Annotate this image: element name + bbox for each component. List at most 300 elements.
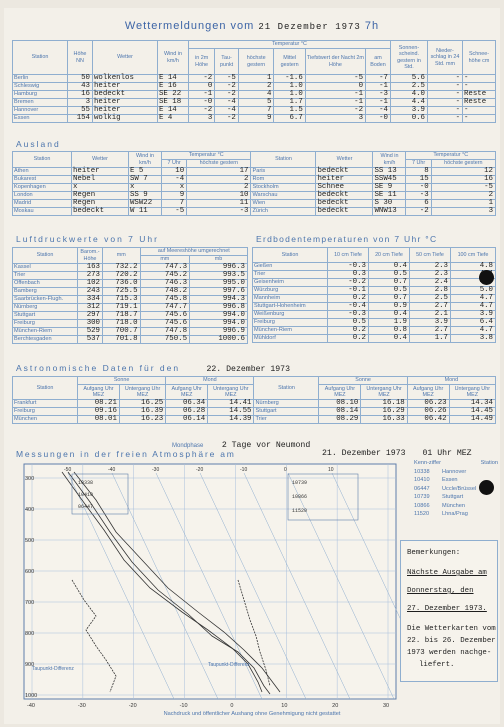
taupunkt: -4 xyxy=(215,99,239,107)
schnee: Reste xyxy=(463,91,496,99)
tiefst-2m: -1 xyxy=(305,91,365,99)
mond-unter: 14.55 xyxy=(208,408,254,416)
x-tick-label: -30 xyxy=(77,703,86,709)
tiefe-20: 0.4 xyxy=(369,335,410,343)
tiefst-boden: -7 xyxy=(366,75,391,83)
station-name: München-Riem xyxy=(253,327,328,335)
barom-hoehe: 273 xyxy=(78,272,103,280)
meeres-mb: 1000.6 xyxy=(190,336,248,344)
station-name: Saarbrücken-Flugh. xyxy=(13,296,78,304)
col-tiefst-2m: Tiefstwert der Nacht 2m Höhe xyxy=(305,49,365,75)
tiefe-50: 2.5 xyxy=(410,295,451,303)
ld-col-baro: Barom.-Höhe xyxy=(78,248,103,264)
luftdruck-row xyxy=(13,288,248,296)
ausland-col-7uhr-right: 7 Uhr xyxy=(406,160,431,168)
bo-col-100: 100 cm Tiefe xyxy=(451,248,496,263)
barom-hoehe: 102 xyxy=(78,280,103,288)
wind: E 16 xyxy=(158,83,189,91)
top-tick-label: 10 xyxy=(328,467,334,473)
temp-7uhr: -5 xyxy=(162,208,187,216)
tiefe-20: 0.9 xyxy=(369,303,410,311)
tiefst-boden: -4 xyxy=(366,107,391,115)
wetter: bedeckt xyxy=(316,208,373,216)
ausland-col-wind-right: Wind in km/h xyxy=(373,152,406,168)
meeres-mb: 994.0 xyxy=(190,320,248,328)
station-name: Bukarest xyxy=(13,176,72,184)
nn-mm: 725.5 xyxy=(103,288,141,296)
station-name: Moskau xyxy=(13,208,72,216)
kennziffer-nr: 10739 xyxy=(414,494,430,501)
domestic-weather-table xyxy=(12,40,496,123)
nieder: - xyxy=(428,75,463,83)
domestic-row xyxy=(13,107,496,115)
tiefe-10: -0.3 xyxy=(328,263,369,271)
as-col-sonne-right: Sonne xyxy=(319,377,407,385)
tiefe-50: 1.7 xyxy=(410,335,451,343)
bo-col-station: Station xyxy=(253,248,328,263)
tiefst-boden: -1 xyxy=(366,83,391,91)
as-col-station-right: Station xyxy=(254,377,319,400)
weather-report-sheet xyxy=(4,8,500,724)
tiefe-10: -0.4 xyxy=(328,303,369,311)
tiefe-50: 2.3 xyxy=(410,271,451,279)
meeres-mm: 746.3 xyxy=(140,280,190,288)
nn-mm: 718.7 xyxy=(103,312,141,320)
meeres-mb: 996.9 xyxy=(190,328,248,336)
col-wetter: Wetter xyxy=(93,41,158,75)
temp-7uhr: -2 xyxy=(406,208,431,216)
temp-7uhr: -3 xyxy=(406,192,431,200)
luftdruck-row xyxy=(13,312,248,320)
sonne-auf: 08.29 xyxy=(319,416,361,424)
kennziffer-nr: 10338 xyxy=(414,469,430,475)
nn-mm: 700.7 xyxy=(103,328,141,336)
station-name: Trier xyxy=(254,416,319,424)
x-tick-label: -20 xyxy=(128,703,137,709)
astro-row xyxy=(13,408,496,416)
tiefst-2m: -2 xyxy=(305,107,365,115)
domestic-row xyxy=(13,91,496,99)
col-temp-group: Temperatur °C xyxy=(189,41,391,49)
report-hour: 7h xyxy=(364,20,380,32)
station-name: Gießen xyxy=(253,263,328,271)
nieder: - xyxy=(428,115,463,123)
luftdruck-row xyxy=(13,336,248,344)
kennziffer-station: Hannover xyxy=(442,469,467,475)
messungen-date xyxy=(322,449,472,458)
station-name: Kopenhagen xyxy=(13,184,72,192)
bemerkungen-line5: 22. bis 26. Dezember xyxy=(407,637,496,645)
tiefe-100: 3.9 xyxy=(451,311,496,319)
schnee: Reste xyxy=(463,99,496,107)
tiefe-50: 2.4 xyxy=(410,279,451,287)
station-name: Freiburg xyxy=(13,320,78,328)
tiefe-10: 0.2 xyxy=(328,295,369,303)
station-name: München-Riem xyxy=(13,328,78,336)
tiefe-100: 5.0 xyxy=(451,287,496,295)
hoechste: 9 xyxy=(238,115,274,123)
kennziffer-nr: 10866 xyxy=(414,502,430,509)
as-col-unter4: Untergang Uhr MEZ xyxy=(449,385,495,400)
wind: SE 9 xyxy=(373,184,406,192)
astro-table xyxy=(12,376,496,424)
temp-2m: -0 xyxy=(189,99,215,107)
ausland-col-temp-right: Temperatur °C xyxy=(406,152,496,160)
barom-hoehe: 529 xyxy=(78,328,103,336)
nieder: - xyxy=(428,99,463,107)
wind: W 11 xyxy=(129,208,162,216)
temp-hoechste: -5 xyxy=(431,184,495,192)
y-tick-label: 1000 xyxy=(25,693,38,699)
luftdruck-row xyxy=(13,328,248,336)
mittel: 1.7 xyxy=(274,99,305,107)
wetter: x xyxy=(72,184,129,192)
taupunkt: -2 xyxy=(215,83,239,91)
wetter: wolkig xyxy=(93,115,158,123)
mond-auf: 06.28 xyxy=(166,408,208,416)
wetter: heiter xyxy=(93,83,158,91)
station-name: Hamburg xyxy=(13,91,68,99)
station-name: Stockholm xyxy=(251,184,316,192)
mittel: 6.7 xyxy=(274,115,305,123)
as-col-unter3: Untergang Uhr MEZ xyxy=(361,385,407,400)
wetter: Nebel xyxy=(72,176,129,184)
boden-row xyxy=(253,263,496,271)
mond-unter: 14.45 xyxy=(449,408,495,416)
bemerkungen-line3: 27. Dezember 1973. xyxy=(407,605,487,613)
ausland-col-hoech-right: höchste gestern xyxy=(431,160,495,168)
wetter: heiter xyxy=(316,176,373,184)
sonne: 2.5 xyxy=(391,83,428,91)
x-tick-label: 20 xyxy=(332,703,339,709)
luftdruck-row xyxy=(13,320,248,328)
y-tick-label: 700 xyxy=(25,600,35,606)
ausland-row xyxy=(13,168,496,176)
mittel: 1.0 xyxy=(274,91,305,99)
kennziffer-station: Lhna/Prag xyxy=(442,511,468,518)
station-name: Offenbach xyxy=(13,280,78,288)
luftdruck-heading: Luftdruckwerte von 7 Uhr xyxy=(16,234,159,244)
y-tick-label: 600 xyxy=(25,569,35,575)
wind: SE 11 xyxy=(373,192,406,200)
ausland-col-temp-left: Temperatur °C xyxy=(162,152,251,160)
tiefst-2m: 3 xyxy=(305,115,365,123)
inset-label-6: 11520 xyxy=(292,508,308,514)
sonne-auf: 09.16 xyxy=(78,408,120,416)
temp-hoechste: 12 xyxy=(431,168,495,176)
luftdruck-table xyxy=(12,247,248,344)
wind: E 14 xyxy=(158,107,189,115)
tiefst-2m: -5 xyxy=(305,75,365,83)
sonne-unter: 16.18 xyxy=(361,400,407,408)
as-col-mond-right: Mond xyxy=(407,377,495,385)
sonne-unter: 16.39 xyxy=(119,408,165,416)
ausland-row xyxy=(13,192,496,200)
ausland-col-wind-left: Wind in km/h xyxy=(129,152,162,168)
luftdruck-row xyxy=(13,296,248,304)
kennziffer-station: München xyxy=(442,502,466,509)
wetter: Regen xyxy=(72,200,129,208)
temp-7uhr: 15 xyxy=(406,176,431,184)
bo-col-10: 10 cm Tiefe xyxy=(328,248,369,263)
bo-col-50: 50 cm Tiefe xyxy=(410,248,451,263)
kennziffer-row xyxy=(414,502,498,510)
tiefe-20: 0.5 xyxy=(369,271,410,279)
ausland-row xyxy=(13,184,496,192)
ausland-col-hoech-left: höchste gestern xyxy=(187,160,251,168)
tiefe-50: 2.7 xyxy=(410,303,451,311)
col-hoechste: höchste gestern xyxy=(238,49,274,75)
tiefe-100: 4.7 xyxy=(451,303,496,311)
ausland-row xyxy=(13,200,496,208)
meeres-mm: 747.8 xyxy=(140,328,190,336)
station-name: Stuttgart xyxy=(13,312,78,320)
sonne: 0.6 xyxy=(391,115,428,123)
kennziffer-station: Essen xyxy=(442,477,458,484)
y-tick-label: 500 xyxy=(25,538,35,544)
meeres-mb: 996.3 xyxy=(190,264,248,272)
ld-col-meeres: auf Meereshöhe umgerechnet xyxy=(140,248,247,256)
station-name: Hannover xyxy=(13,107,68,115)
inset-label-5: 10866 xyxy=(292,494,308,500)
hoechste: 1 xyxy=(238,75,274,83)
as-col-auf1: Aufgang Uhr MEZ xyxy=(78,385,120,400)
tiefst-boden: -0 xyxy=(366,115,391,123)
kennziffer-nr: 06447 xyxy=(414,485,430,492)
wind: E 5 xyxy=(129,168,162,176)
wind: SE 18 xyxy=(158,99,189,107)
col-sonne: Sonnen-scheind. gestern in Std. xyxy=(391,41,428,75)
station-name: Athen xyxy=(13,168,72,176)
meeres-mm: 745.2 xyxy=(140,272,190,280)
wind: SSW45 xyxy=(373,176,406,184)
as-col-auf2: Aufgang Uhr MEZ xyxy=(166,385,208,400)
mond-auf: 06.14 xyxy=(166,416,208,424)
station-name: Paris xyxy=(251,168,316,176)
tiefe-20: 0.4 xyxy=(369,311,410,319)
kennziffer-header-row xyxy=(414,460,498,466)
schnee: - xyxy=(463,107,496,115)
wetter: wolkenlos xyxy=(93,75,158,83)
station-name: Weißenburg xyxy=(253,311,328,319)
report-header xyxy=(4,20,500,32)
tiefe-20: 1.9 xyxy=(369,319,410,327)
ausland-col-wetter-right: Wetter xyxy=(316,152,373,168)
boden-row xyxy=(253,319,496,327)
ld-col-nn: mm xyxy=(103,248,141,264)
wind: SS 13 xyxy=(373,168,406,176)
col-station: Station xyxy=(13,41,68,75)
boden-row xyxy=(253,335,496,343)
inset-label-4: 10739 xyxy=(292,480,308,486)
taupunkt-label-left: Taupunkt-Differenz xyxy=(32,666,74,672)
station-name: Freiburg xyxy=(253,319,328,327)
as-col-unter2: Untergang Uhr MEZ xyxy=(208,385,254,400)
boden-row xyxy=(253,303,496,311)
nn-mm: 719.1 xyxy=(103,304,141,312)
station-name: Schleswig xyxy=(13,83,68,91)
col-hoehe: Höhe NN xyxy=(68,41,93,75)
sonne: 4.4 xyxy=(391,99,428,107)
wind: x xyxy=(129,184,162,192)
tiefe-50: 2.3 xyxy=(410,263,451,271)
nieder: - xyxy=(428,83,463,91)
meeres-mb: 997.6 xyxy=(190,288,248,296)
ausland-col-7uhr-left: 7 Uhr xyxy=(162,160,187,168)
wind: E 4 xyxy=(158,115,189,123)
meeres-mb: 994.3 xyxy=(190,296,248,304)
tiefe-20: 0.8 xyxy=(369,327,410,335)
station-name: Geisenheim xyxy=(253,279,328,287)
wind: SE 22 xyxy=(158,91,189,99)
mondphase-label: Mondphase xyxy=(172,443,204,449)
bemerkungen-line7: liefert. xyxy=(419,661,455,669)
kennziffer-header: Kenn-ziffer xyxy=(414,460,441,466)
tiefe-100: 4.7 xyxy=(451,327,496,335)
station-name: Madrid xyxy=(13,200,72,208)
barom-hoehe: 537 xyxy=(78,336,103,344)
station-name: Frankfurt xyxy=(13,400,78,408)
hoechste: 2 xyxy=(238,83,274,91)
sonne-unter: 16.29 xyxy=(361,408,407,416)
luftdruck-row xyxy=(13,264,248,272)
hoehe: 3 xyxy=(68,99,93,107)
hoehe: 16 xyxy=(68,91,93,99)
x-tick-label: -40 xyxy=(27,703,35,709)
ld-col-mb: mb xyxy=(190,256,248,264)
mond-unter: 14.49 xyxy=(449,416,495,424)
boden-row xyxy=(253,295,496,303)
tiefe-20: 0.4 xyxy=(369,263,410,271)
mittel: 1.5 xyxy=(274,107,305,115)
taupunkt: -5 xyxy=(215,75,239,83)
report-date: 21 Dezember 1973 xyxy=(258,22,361,32)
tiefst-2m: 0 xyxy=(305,83,365,91)
wetter: Regen xyxy=(72,192,129,200)
footer-note: Nachdruck und öffentlicher Aushang ohne Genehmigung nicht gestattet xyxy=(163,711,341,717)
col-t2m: in 2m Höhe xyxy=(189,49,215,75)
wetter: heiter xyxy=(93,107,158,115)
nn-mm: 718.0 xyxy=(103,320,141,328)
luftdruck-row xyxy=(13,280,248,288)
tiefst-boden: -1 xyxy=(366,99,391,107)
taupunkt: -4 xyxy=(215,107,239,115)
ausland-table xyxy=(12,151,496,216)
temp-7uhr: 6 xyxy=(406,200,431,208)
tiefe-20: 0.5 xyxy=(369,287,410,295)
ausland-row xyxy=(13,208,496,216)
inset-label-3: 06447 xyxy=(78,504,94,510)
ausland-heading: Ausland xyxy=(16,139,61,149)
inset-label-2: 10410 xyxy=(78,492,94,498)
x-tick-label: 0 xyxy=(230,703,234,709)
x-tick-label: -10 xyxy=(179,703,188,709)
temp-hoechste: 1 xyxy=(431,200,495,208)
station-name: Mannheim xyxy=(253,295,328,303)
barom-hoehe: 300 xyxy=(78,320,103,328)
domestic-row xyxy=(13,83,496,91)
station-name: London xyxy=(13,192,72,200)
station-name: Trier xyxy=(253,271,328,279)
barom-hoehe: 312 xyxy=(78,304,103,312)
meeres-mm: 748.2 xyxy=(140,288,190,296)
nn-mm: 732.2 xyxy=(103,264,141,272)
sonne: 4.0 xyxy=(391,91,428,99)
meeres-mm: 747.3 xyxy=(140,264,190,272)
astro-date: 22. Dezember 1973 xyxy=(206,365,290,374)
top-tick-label: -40 xyxy=(108,467,116,473)
bemerkungen-line2: Donnerstag, den xyxy=(407,587,474,595)
ausland-col-wetter-left: Wetter xyxy=(72,152,129,168)
meeres-mm: 745.6 xyxy=(140,312,190,320)
messungen-time: 01 Uhr MEZ xyxy=(422,449,472,458)
station-name: Würzburg xyxy=(253,287,328,295)
messungen-heading-text: Messungen in der freien Atmosphäre am xyxy=(16,449,236,459)
sonne-unter: 16.25 xyxy=(119,400,165,408)
boden-table xyxy=(252,247,496,343)
domestic-row xyxy=(13,75,496,83)
station-name: Wien xyxy=(251,200,316,208)
barom-hoehe: 334 xyxy=(78,296,103,304)
temp-hoechste: -3 xyxy=(187,208,251,216)
wind: SW 7 xyxy=(129,176,162,184)
schnee: - xyxy=(463,75,496,83)
mondphase-value: 2 Tage vor Neumond xyxy=(221,441,311,450)
temp-2m: -1 xyxy=(189,91,215,99)
hoehe: 43 xyxy=(68,83,93,91)
tiefe-10: -0.3 xyxy=(328,311,369,319)
astro-heading xyxy=(16,363,290,374)
temp-7uhr: x xyxy=(162,184,187,192)
wind: WSW22 xyxy=(129,200,162,208)
tiefe-10: 0.3 xyxy=(328,271,369,279)
station-name: Berchtesgaden xyxy=(13,336,78,344)
meeres-mm: 747.7 xyxy=(140,304,190,312)
sonne: 5.6 xyxy=(391,75,428,83)
punch-hole-lower xyxy=(479,480,494,495)
bemerkungen-title: Bemerkungen: xyxy=(407,549,461,557)
barom-hoehe: 297 xyxy=(78,312,103,320)
col-wind: Wind in km/h xyxy=(158,41,189,75)
wetter: heiter xyxy=(72,168,129,176)
nn-mm: 701.8 xyxy=(103,336,141,344)
punch-hole-upper xyxy=(479,270,494,285)
station-name: Bremen xyxy=(13,99,68,107)
sonne: 3.9 xyxy=(391,107,428,115)
temp-7uhr: -0 xyxy=(406,184,431,192)
as-col-station-left: Station xyxy=(13,377,78,400)
mond-auf: 06.34 xyxy=(166,400,208,408)
station-name: Mühldorf xyxy=(253,335,328,343)
domestic-row xyxy=(13,99,496,107)
y-tick-label: 300 xyxy=(25,476,35,482)
col-schnee: Schnee-höhe cm xyxy=(463,41,496,75)
astro-row xyxy=(13,416,496,424)
ld-col-mm: mm xyxy=(140,256,190,264)
nieder: - xyxy=(428,107,463,115)
as-col-auf4: Aufgang Uhr MEZ xyxy=(407,385,449,400)
wind: E 14 xyxy=(158,75,189,83)
wind: WNW13 xyxy=(373,208,406,216)
bemerkungen-line1: Nächste Ausgabe am xyxy=(407,569,487,577)
col-tiefst-boden: am Boden xyxy=(366,49,391,75)
boden-row xyxy=(253,311,496,319)
sonne-auf: 08.14 xyxy=(319,408,361,416)
tiefe-10: 0.5 xyxy=(328,319,369,327)
meeres-mm: 745.6 xyxy=(140,320,190,328)
inset-label-1: 10338 xyxy=(78,480,94,486)
sonne-unter: 16.23 xyxy=(119,416,165,424)
